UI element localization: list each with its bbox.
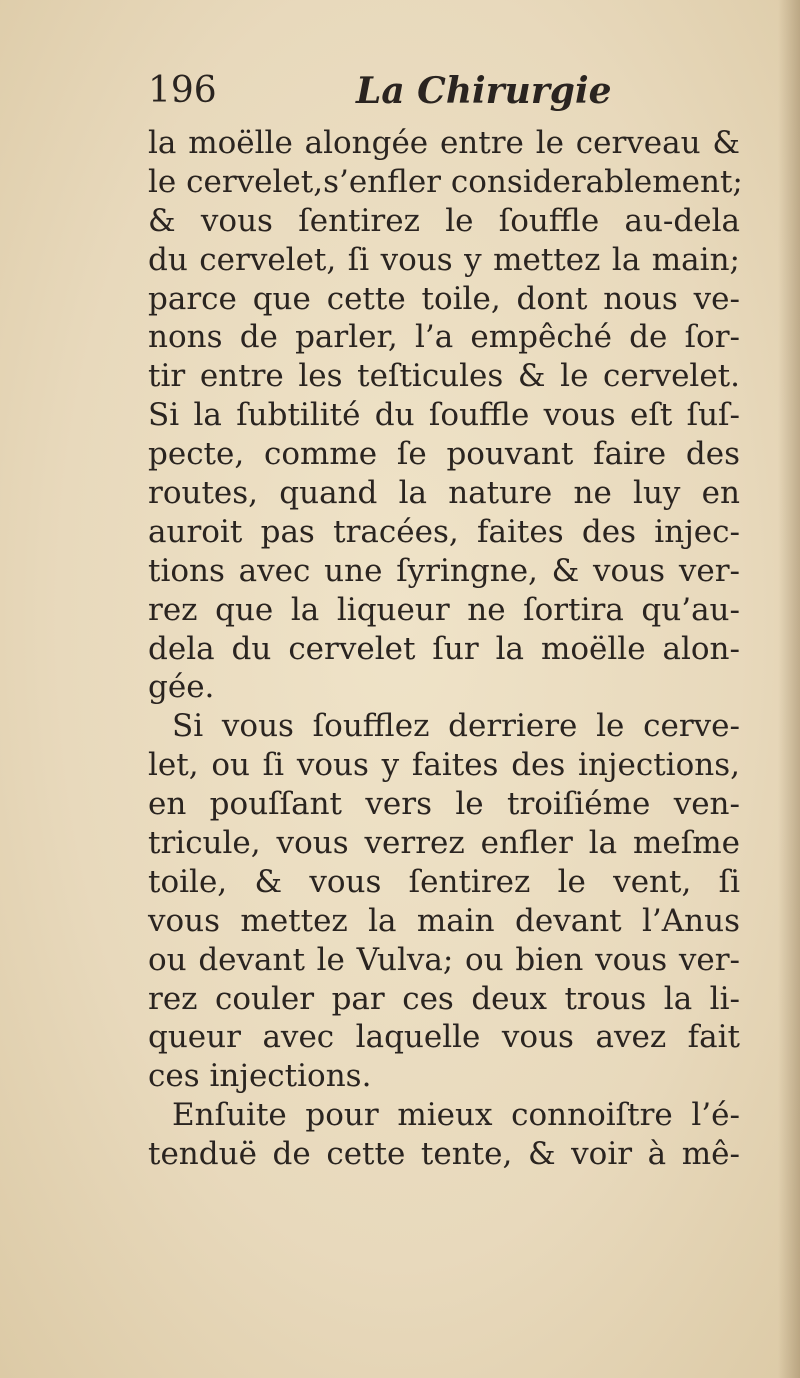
running-head xyxy=(148,70,748,126)
text-line: le cervelet,s’enfler considerablement; xyxy=(148,163,743,200)
text-line: routes, quand la nature ne luy en xyxy=(148,475,740,512)
text-line: en pouſſant vers le troiſiéme ven- xyxy=(148,786,740,823)
text-line: Si la ſubtilité du ſouffle vous eſt ſuſ- xyxy=(148,397,740,434)
body-text xyxy=(148,124,743,1174)
text-line: tir entre les teſticules & le cervelet. xyxy=(148,358,740,395)
text-line: vous mettez la main devant l’Anus xyxy=(148,902,740,939)
text-line: nons de parler, l’a empêché de ſor- xyxy=(148,319,740,356)
text-line: tenduë de cette tente, & voir à mê- xyxy=(148,1136,740,1173)
text-line: tions avec une ſyringne, & vous ver- xyxy=(148,552,740,589)
text-line: tricule, vous verrez enfler la meſme xyxy=(148,825,740,862)
text-line: rez couler par ces deux trous la li- xyxy=(148,980,740,1017)
text-line: Enſuite pour mieux connoiſtre l’é- xyxy=(172,1097,740,1134)
text-line: toile, & vous ſentirez le vent, ſi xyxy=(148,863,740,900)
text-line: la moëlle alongée entre le cerveau & xyxy=(148,125,740,161)
text-line: pecte, comme ſe pouvant faire des xyxy=(148,436,740,473)
text-line: let, ou ſi vous y faites des injections, xyxy=(148,747,740,784)
page-edge-shadow xyxy=(778,0,800,1378)
text-line: & vous ſentirez le ſouffle au-dela xyxy=(148,202,740,239)
text-line: queur avec laquelle vous avez fait xyxy=(148,1019,740,1056)
text-line: parce que cette toile, dont nous ve- xyxy=(148,280,740,317)
text-line: Si vous ſoufflez derriere le cerve- xyxy=(172,708,740,745)
text-line: dela du cervelet ſur la moëlle alon- xyxy=(148,630,740,667)
text-line: rez que la liqueur ne ſortira qu’au- xyxy=(148,591,740,628)
text-line: du cervelet, ſi vous y mettez la main; xyxy=(148,241,740,278)
running-title: La Chirurgie xyxy=(356,70,612,112)
page-number: 196 xyxy=(148,70,217,111)
text-line: ou devant le Vulva; ou bien vous ver- xyxy=(148,941,740,978)
text-line: ces injections. xyxy=(148,1058,372,1095)
text-line: gée. xyxy=(148,669,215,706)
text-line: auroit pas tracées, faites des injec- xyxy=(148,513,740,550)
